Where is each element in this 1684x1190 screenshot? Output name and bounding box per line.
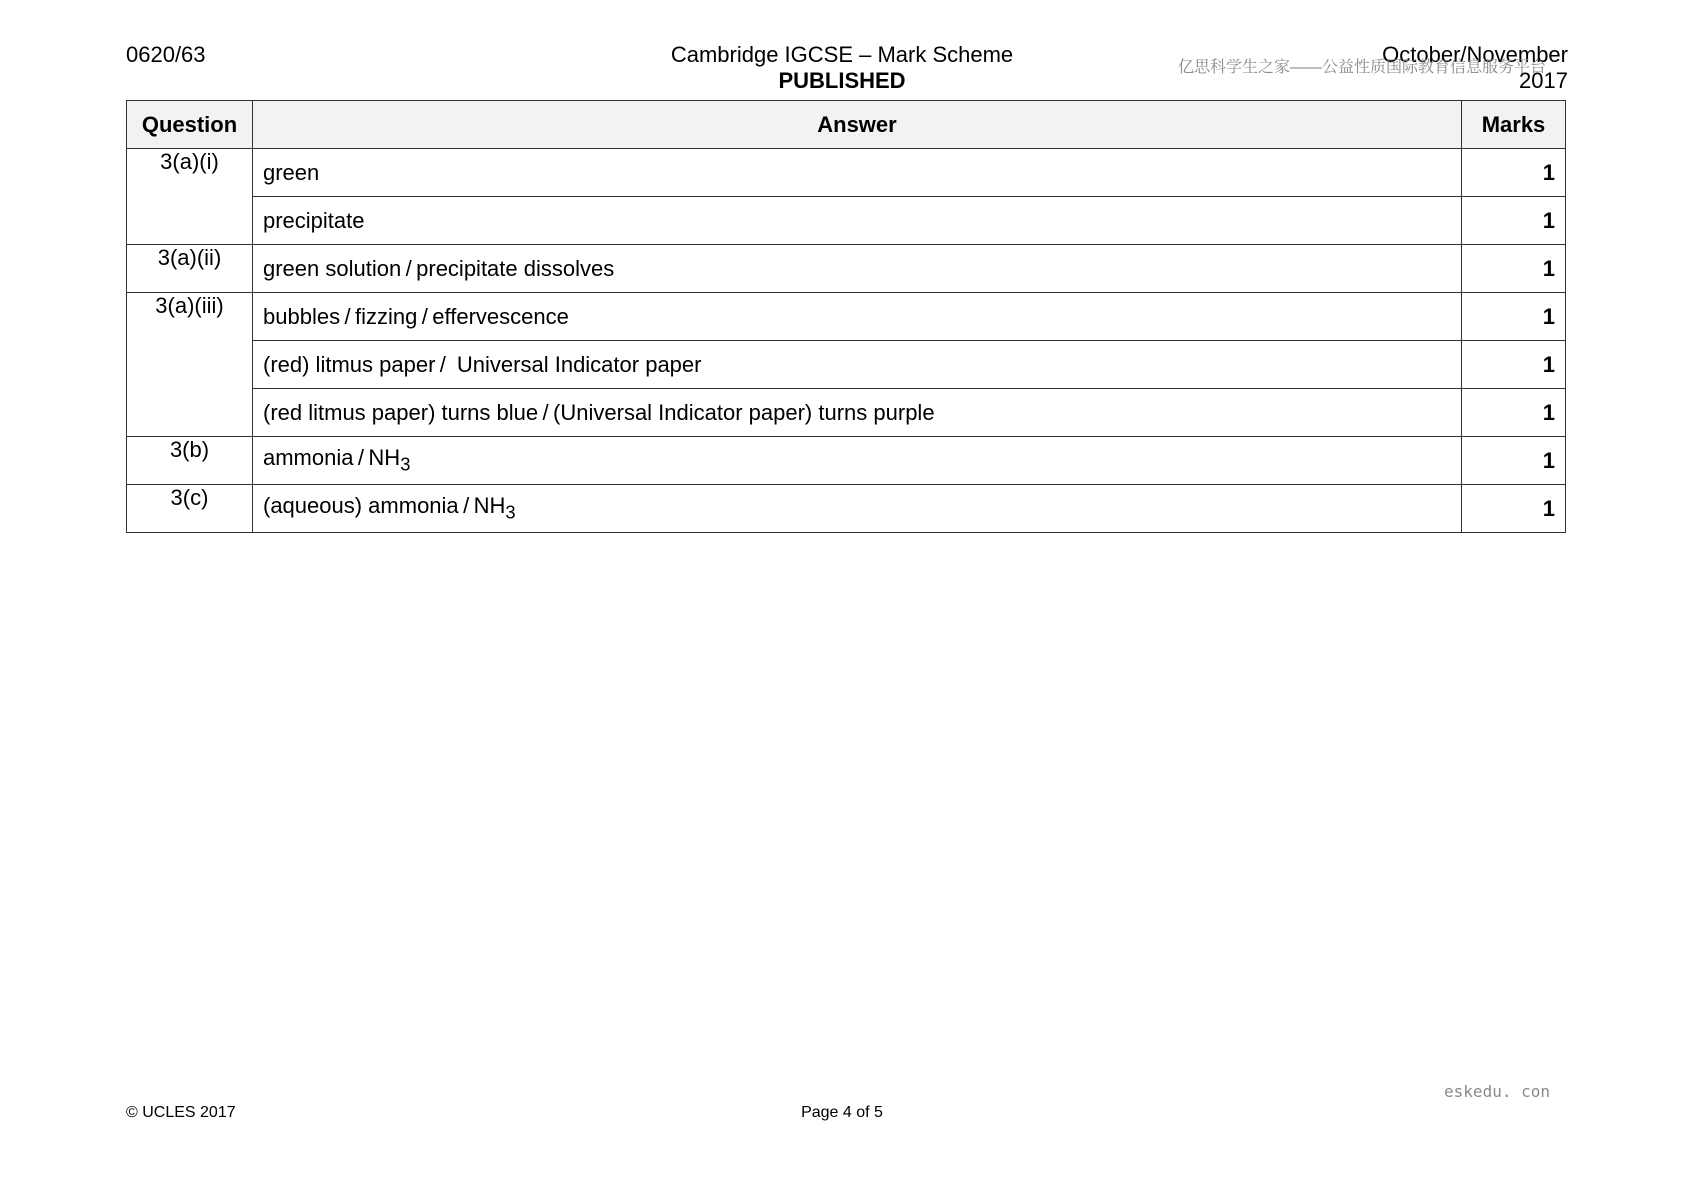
table-row xyxy=(127,437,1566,485)
answer-subscript: 3 xyxy=(505,501,516,523)
answer-text: green solution / precipitate dissolves xyxy=(253,245,1462,293)
answer-text: precipitate xyxy=(253,197,1462,245)
marks-value: 1 xyxy=(1462,149,1566,197)
table-header-row xyxy=(127,101,1566,149)
table-row xyxy=(127,389,1566,437)
paper-code: 0620/63 xyxy=(126,42,206,67)
table-row xyxy=(127,149,1566,197)
published-label: PUBLISHED xyxy=(778,68,906,93)
column-header-answer: Answer xyxy=(253,101,1462,149)
answer-text: bubbles / fizzing / effervescence xyxy=(253,293,1462,341)
question-number: 3(a)(iii) xyxy=(127,293,253,437)
marks-value: 1 xyxy=(1462,293,1566,341)
answer-text: ammonia / NH xyxy=(263,445,401,471)
column-header-question: Question xyxy=(127,101,253,149)
table-row xyxy=(127,293,1566,341)
table-row xyxy=(127,341,1566,389)
answer-cell xyxy=(253,437,1462,485)
exam-session: October/November xyxy=(1382,42,1568,67)
marks-value: 1 xyxy=(1462,245,1566,293)
watermark-bottom: eskedu. con xyxy=(1444,1082,1550,1101)
table-row xyxy=(127,197,1566,245)
answer-text: green xyxy=(253,149,1462,197)
table-row xyxy=(127,485,1566,533)
copyright: © UCLES 2017 xyxy=(126,1104,236,1121)
answer-cell xyxy=(253,485,1462,533)
question-number: 3(c) xyxy=(127,485,253,533)
answer-subscript: 3 xyxy=(400,453,411,475)
answer-text: (red litmus paper) turns blue / (Universal Indicator paper) turns purple xyxy=(253,389,1462,437)
marks-value: 1 xyxy=(1462,485,1566,533)
question-number: 3(a)(i) xyxy=(127,149,253,245)
question-number: 3(a)(ii) xyxy=(127,245,253,293)
marks-value: 1 xyxy=(1462,341,1566,389)
answer-text: (aqueous) ammonia / NH xyxy=(263,493,506,519)
column-header-marks: Marks xyxy=(1462,101,1566,149)
document-title: Cambridge IGCSE – Mark Scheme xyxy=(670,42,1014,67)
marks-value: 1 xyxy=(1462,437,1566,485)
watermark-top: 亿思科学生之家——公益性质国际教育信息服务平台 xyxy=(1178,59,1547,76)
marks-value: 1 xyxy=(1462,197,1566,245)
mark-scheme-table xyxy=(126,100,1566,533)
page-number: Page 4 of 5 xyxy=(801,1104,883,1121)
marks-value: 1 xyxy=(1462,389,1566,437)
exam-year: 2017 xyxy=(1519,68,1568,93)
table-row xyxy=(127,245,1566,293)
answer-text: (red) litmus paper / Universal Indicator paper xyxy=(253,341,1462,389)
question-number: 3(b) xyxy=(127,437,253,485)
